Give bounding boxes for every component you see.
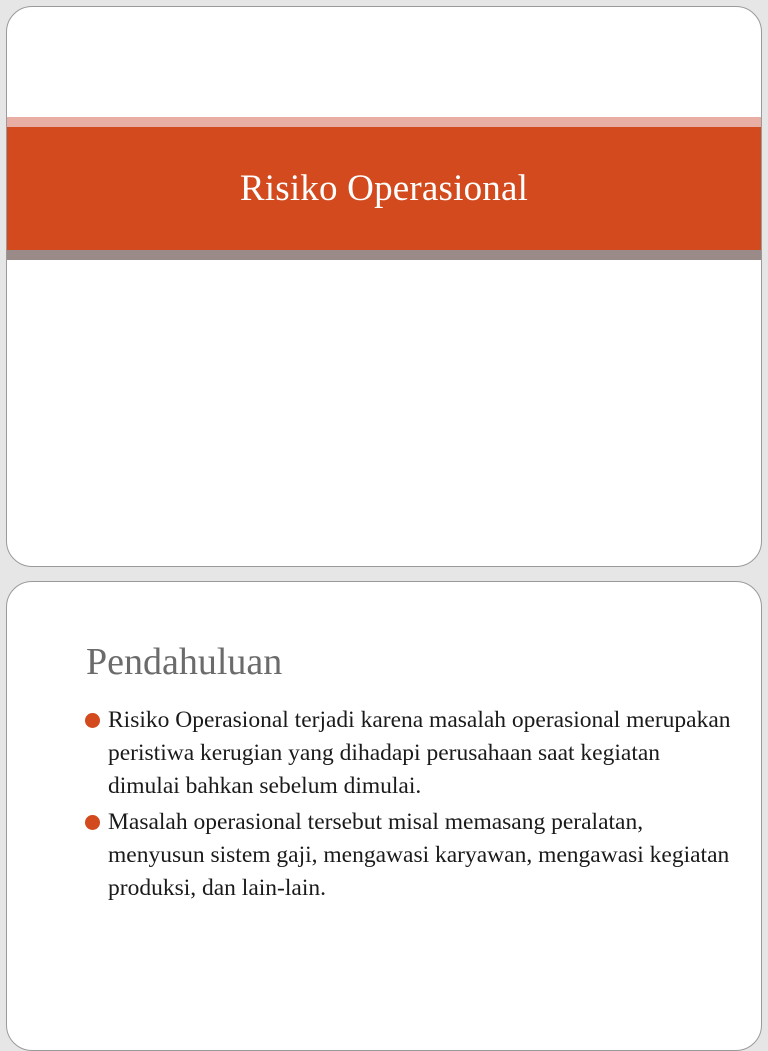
- bullet-text: Masalah operasional tersebut misal memasang peralatan, menyusun sistem gaji, mengawasi karyawan, mengawasi kegiatan produksi, dan lain-lain.: [108, 809, 730, 901]
- title-band-top-stripe: [7, 117, 761, 127]
- title-slide: [6, 6, 762, 567]
- title-band-bottom-stripe: [7, 250, 761, 260]
- slide-title: Risiko Operasional: [239, 168, 529, 209]
- content-slide: [6, 581, 762, 1051]
- bullet-item: [85, 704, 735, 803]
- title-band: [7, 127, 761, 250]
- slide-heading: Pendahuluan: [86, 641, 283, 683]
- bullet-text: Risiko Operasional terjadi karena masalah operasional merupakan peristiwa kerugian yang dihadapi perusahaan saat kegiatan dimulai bahkan sebelum dimulai.: [108, 707, 731, 799]
- bullet-dot-icon: [85, 815, 100, 830]
- bullet-item: [85, 806, 735, 905]
- bullet-list: [85, 704, 735, 908]
- bullet-dot-icon: [85, 713, 100, 728]
